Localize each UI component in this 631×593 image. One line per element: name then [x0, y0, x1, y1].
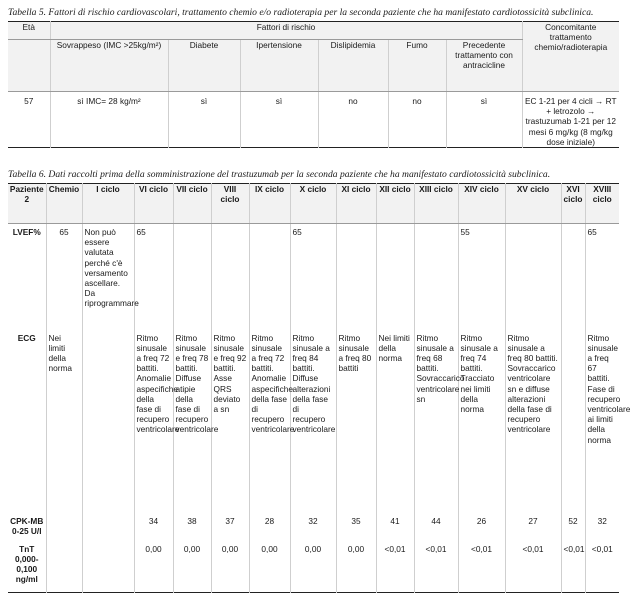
cpk-mb-cell: 38	[173, 515, 211, 543]
header-dyslipidemia: Dislipidemia	[318, 40, 388, 92]
row-label-cpk-mb: CPK-MB 0-25 U/l	[10, 515, 44, 536]
tnt-cell	[46, 543, 82, 593]
header-patient: Paziente 2	[8, 184, 46, 224]
header-cycle-11: XI ciclo	[336, 184, 376, 224]
ecg-cell: Ritmo sinusale a freq 84 battiti. Diffuse alterazioni della fase di recupero ventricolare	[290, 327, 336, 515]
cpk-mb-cell: 52	[561, 515, 585, 543]
header-overweight: Sovrappeso (IMC >25kg/m²)	[50, 40, 168, 92]
ecg-cell: Ritmo sinusale a freq 74 battiti. Tracciato nei limiti della norma	[458, 327, 505, 515]
ecg-cell	[82, 327, 134, 515]
table6-caption: Tabella 6. Dati raccolti prima della somministrazione del trastuzumab per la seconda paziente che ha manifestato cardiotossicità subclinica.	[8, 169, 551, 180]
tnt-cell: <0,01	[458, 543, 505, 593]
cpk-mb-cell: 28	[249, 515, 290, 543]
cell-prior-anthracycline: sì	[446, 92, 522, 148]
ecg-cell: Nei limiti della norma	[376, 327, 414, 515]
tnt-cell: 0,00	[290, 543, 336, 593]
header-cycle-12: XII ciclo	[376, 184, 414, 224]
cpk-mb-cell: 27	[505, 515, 561, 543]
lvef-cell	[414, 224, 458, 327]
ecg-cell: Ritmo sinusale a freq 72 battiti. Anomalie aspecifiche della fase di recupero ventricolare	[134, 327, 173, 515]
header-age-spacer	[8, 40, 50, 92]
header-age: Età	[8, 22, 50, 40]
cell-concomitant-treatment: EC 1-21 per 4 cicli → RT + letrozolo → trastuzumab 1-21 per 12 mesi 6 mg/kg (8 mg/kg dose iniziale)	[522, 92, 619, 148]
tnt-cell: 0,00	[211, 543, 249, 593]
ecg-cell: Ritmo sinusale a freq 80 battiti	[336, 327, 376, 515]
cell-overweight: sì IMC= 28 kg/m²	[50, 92, 168, 148]
cell-diabetes: sì	[168, 92, 240, 148]
row-label-tnt: TnT 0,000-0,100 ng/ml	[14, 543, 39, 585]
header-cycle-6: VI ciclo	[134, 184, 173, 224]
lvef-cell: 55	[458, 224, 505, 327]
cpk-mb-cell: 26	[458, 515, 505, 543]
cpk-mb-cell: 37	[211, 515, 249, 543]
header-concomitant-treatment: Concomitante trattamento chemio/radioterapia	[522, 22, 619, 92]
cpk-mb-cell: 41	[376, 515, 414, 543]
header-cycle-15: XV ciclo	[505, 184, 561, 224]
header-diabetes: Diabete	[168, 40, 240, 92]
header-cycle-9: IX ciclo	[249, 184, 290, 224]
cpk-mb-cell: 32	[585, 515, 619, 543]
tnt-cell: <0,01	[376, 543, 414, 593]
tnt-cell: 0,00	[173, 543, 211, 593]
header-cycle-14: XIV ciclo	[458, 184, 505, 224]
tnt-cell: <0,01	[505, 543, 561, 593]
cpk-mb-cell	[82, 515, 134, 543]
tnt-cell: 0,00	[249, 543, 290, 593]
cell-age: 57	[24, 96, 34, 106]
lvef-cell: 65	[46, 224, 82, 327]
cpk-mb-cell: 32	[290, 515, 336, 543]
trastuzumab-data-table	[8, 183, 631, 593]
header-cycle-10: X ciclo	[290, 184, 336, 224]
lvef-cell	[376, 224, 414, 327]
ecg-cell: Ritmo sinusale a freq 80 battiti. Sovraccarico ventricolare sn e diffuse alterazioni della fase di recupero ventricolare	[505, 327, 561, 515]
ecg-cell: Ritmo sinusale e freq 92 battiti. Asse QRS deviato a sn	[211, 327, 249, 515]
ecg-cell: Ritmo sinusale a freq 72 battiti. Anomalie aspecifiche della fase di recupero ventricolare	[249, 327, 290, 515]
lvef-cell	[336, 224, 376, 327]
lvef-cell	[211, 224, 249, 327]
cpk-mb-cell: 34	[134, 515, 173, 543]
lvef-cell: 65	[585, 224, 619, 327]
cell-dyslipidemia: no	[318, 92, 388, 148]
risk-factors-table	[8, 21, 619, 148]
tnt-cell: <0,01	[414, 543, 458, 593]
header-cycle-7: VII ciclo	[173, 184, 211, 224]
ecg-cell: Nei limiti della norma	[46, 327, 82, 515]
lvef-cell	[173, 224, 211, 327]
tnt-cell	[82, 543, 134, 593]
cpk-mb-cell: 35	[336, 515, 376, 543]
lvef-cell	[249, 224, 290, 327]
header-cycle-13: XIII ciclo	[414, 184, 458, 224]
cell-hypertension: sì	[240, 92, 318, 148]
header-risk-factors: Fattori di rischio	[50, 22, 522, 40]
header-cycle-1: I ciclo	[82, 184, 134, 224]
ecg-cell: Ritmo sinusale a freq 67 battiti. Fase di recupero ventricolare ai limiti della norma	[585, 327, 619, 515]
lvef-cell: Non può essere valutata perché c'è versamento ascellare. Da riprogrammare	[82, 224, 134, 327]
lvef-cell: 65	[134, 224, 173, 327]
header-smoking: Fumo	[388, 40, 446, 92]
lvef-cell	[561, 224, 585, 327]
ecg-cell: Ritmo sinusale a freq 68 battiti. Sovraccarico ventricolare sn	[414, 327, 458, 515]
header-cycle-8: VIII ciclo	[211, 184, 249, 224]
header-chemio: Chemio	[46, 184, 82, 224]
table5-caption: Tabella 5. Fattori di rischio cardiovascolari, trattamento chemio e/o radioterapia per la seconda paziente che ha manifestato cardiotossicità subclinica.	[8, 7, 594, 18]
row-label-ecg: ECG	[17, 332, 36, 343]
ecg-cell	[561, 327, 585, 515]
cpk-mb-cell: 44	[414, 515, 458, 543]
header-cycle-16: XVI ciclo	[561, 184, 585, 224]
header-hypertension: Ipertensione	[240, 40, 318, 92]
tnt-cell: 0,00	[336, 543, 376, 593]
header-cycle-18: XVIII ciclo	[585, 184, 619, 224]
header-prior-anthracycline: Precedente trattamento con antracicline	[446, 40, 522, 92]
cell-smoking: no	[388, 92, 446, 148]
cpk-mb-cell	[46, 515, 82, 543]
tnt-cell: 0,00	[134, 543, 173, 593]
lvef-cell	[505, 224, 561, 327]
tnt-cell: <0,01	[585, 543, 619, 593]
row-label-lvef: LVEF%	[12, 227, 41, 237]
ecg-cell: Ritmo sinusale e freq 78 battiti. Diffuse atipie della fase di recupero ventricolare	[173, 327, 211, 515]
lvef-cell: 65	[290, 224, 336, 327]
tnt-cell: <0,01	[561, 543, 585, 593]
